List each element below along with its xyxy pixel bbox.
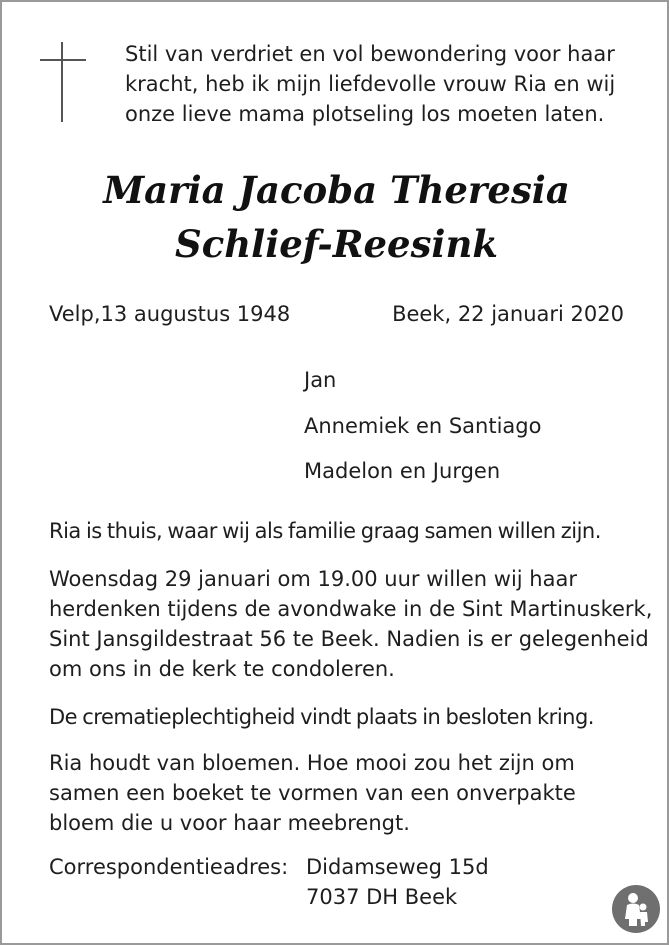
dates-row: [49, 302, 624, 334]
cremation-paragraph: De crematieplechtigheid vindt plaats in besloten kring.: [49, 705, 594, 729]
address-postal: 7037 DH Beek: [306, 885, 458, 909]
death-date: Beek, 22 januari 2020: [392, 302, 624, 326]
wake-paragraph: Woensdag 29 januari om 19.00 uur willen wij haar herdenken tijdens de avondwake in de Sint Martinuskerk, Sint Jansgildestraat 56 te Beek. Nadien is er gelegenheid om ons in de kerk te condoleren.: [49, 567, 653, 681]
address-label: Correspondentieadres:: [49, 855, 289, 879]
family-member: Madelon en Jurgen: [304, 459, 501, 483]
deceased-name-last: Schlief-Reesink: [174, 222, 498, 266]
deceased-name-first: Maria Jacoba Theresia: [103, 168, 570, 212]
family-member: Annemiek en Santiago: [304, 413, 542, 438]
cross-icon: [40, 42, 86, 122]
home-paragraph: Ria is thuis, waar wij als familie graag samen willen zijn.: [49, 519, 601, 543]
family-member: Jan: [304, 368, 337, 392]
family-list: [304, 366, 541, 503]
address-street: Didamseweg 15d: [306, 855, 489, 879]
publisher-logo-icon: [612, 885, 660, 933]
birth-date: Velp,13 augustus 1948: [49, 302, 291, 326]
intro-text: Stil van verdriet en vol bewondering voor haar kracht, heb ik mijn liefdevolle vrouw Ria en wij onze lieve mama plotseling los moeten laten.: [125, 42, 616, 126]
flowers-paragraph: Ria houdt van bloemen. Hoe mooi zou het zijn om samen een boeket te vormen van een onverpakte bloem die u voor haar meebrengt.: [49, 751, 576, 835]
